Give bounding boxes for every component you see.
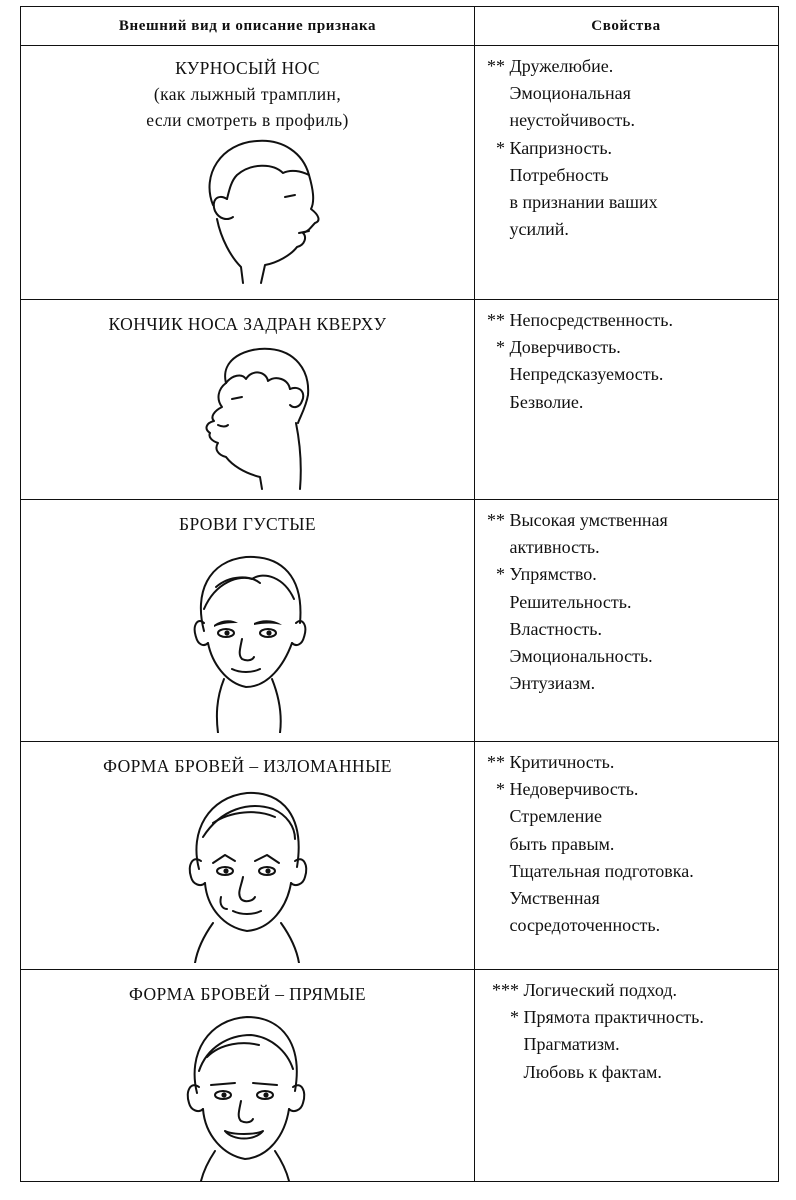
- list-item: *** Логический подход.: [492, 980, 677, 1000]
- upturned-nose-profile-head-icon: [196, 345, 316, 490]
- list-item: * Капризность.: [496, 137, 613, 158]
- broken-brows-face-icon: [183, 787, 311, 963]
- table-row: [21, 45, 778, 299]
- feature-table: [20, 6, 779, 1182]
- list-item: Безволие.: [509, 391, 584, 412]
- table-row: [21, 499, 778, 741]
- list-item: ** Высокая умственная: [487, 510, 668, 530]
- list-item: Непредсказуемость.: [509, 364, 664, 385]
- list-item: Прагматизм.: [523, 1034, 620, 1055]
- list-item: Эмоциональная: [509, 83, 631, 104]
- list-item: * Упрямство.: [496, 564, 597, 585]
- feature-title: КУРНОСЫЙ НОС (как лыжный трамплин, если смотреть в профиль): [146, 58, 349, 130]
- list-item: неустойчивость.: [509, 110, 635, 131]
- feature-title: БРОВИ ГУСТЫЕ: [179, 514, 316, 534]
- table-row: [21, 969, 778, 1181]
- list-item: Эмоциональность.: [509, 646, 653, 667]
- table-row: [21, 741, 778, 969]
- list-item: ** Критичность.: [487, 752, 615, 772]
- list-item: ** Дружелюбие.: [487, 56, 614, 76]
- properties-list: [481, 307, 673, 416]
- properties-list: [481, 977, 704, 1086]
- feature-title: ФОРМА БРОВЕЙ – ПРЯМЫЕ: [129, 984, 366, 1004]
- list-item: Решительность.: [509, 591, 632, 612]
- list-item: усилий.: [509, 219, 569, 240]
- list-item: * Прямота практичность.: [510, 1007, 704, 1028]
- straight-brows-face-icon: [181, 1013, 309, 1181]
- list-item: Энтузиазм.: [509, 673, 596, 694]
- properties-list: [481, 749, 694, 939]
- list-item: быть правым.: [509, 833, 615, 854]
- feature-title: ФОРМА БРОВЕЙ – ИЗЛОМАННЫЕ: [103, 756, 392, 776]
- list-item: Потребность: [509, 164, 609, 185]
- properties-list: [481, 53, 658, 243]
- list-item: сосредоточенность.: [509, 915, 661, 936]
- list-item: активность.: [509, 537, 600, 558]
- header-properties: Свойства: [591, 17, 661, 34]
- thick-brows-face-icon: [186, 553, 310, 733]
- list-item: в признании ваших: [509, 192, 658, 213]
- list-item: Властность.: [509, 618, 602, 639]
- list-item: * Доверчивость.: [496, 337, 621, 358]
- header-appearance: Внешний вид и описание признака: [118, 17, 377, 34]
- list-item: * Недоверчивость.: [496, 779, 639, 800]
- feature-title: КОНЧИК НОСА ЗАДРАН КВЕРХУ: [108, 314, 387, 334]
- snub-nose-profile-head-icon: [191, 135, 321, 285]
- list-item: Умственная: [509, 888, 600, 909]
- list-item: Стремление: [509, 806, 602, 827]
- table-row: [21, 299, 778, 499]
- list-item: ** Непосредственность.: [487, 310, 673, 330]
- properties-list: [481, 507, 668, 697]
- list-item: Тщательная подготовка.: [509, 860, 694, 881]
- list-item: Любовь к фактам.: [523, 1061, 662, 1082]
